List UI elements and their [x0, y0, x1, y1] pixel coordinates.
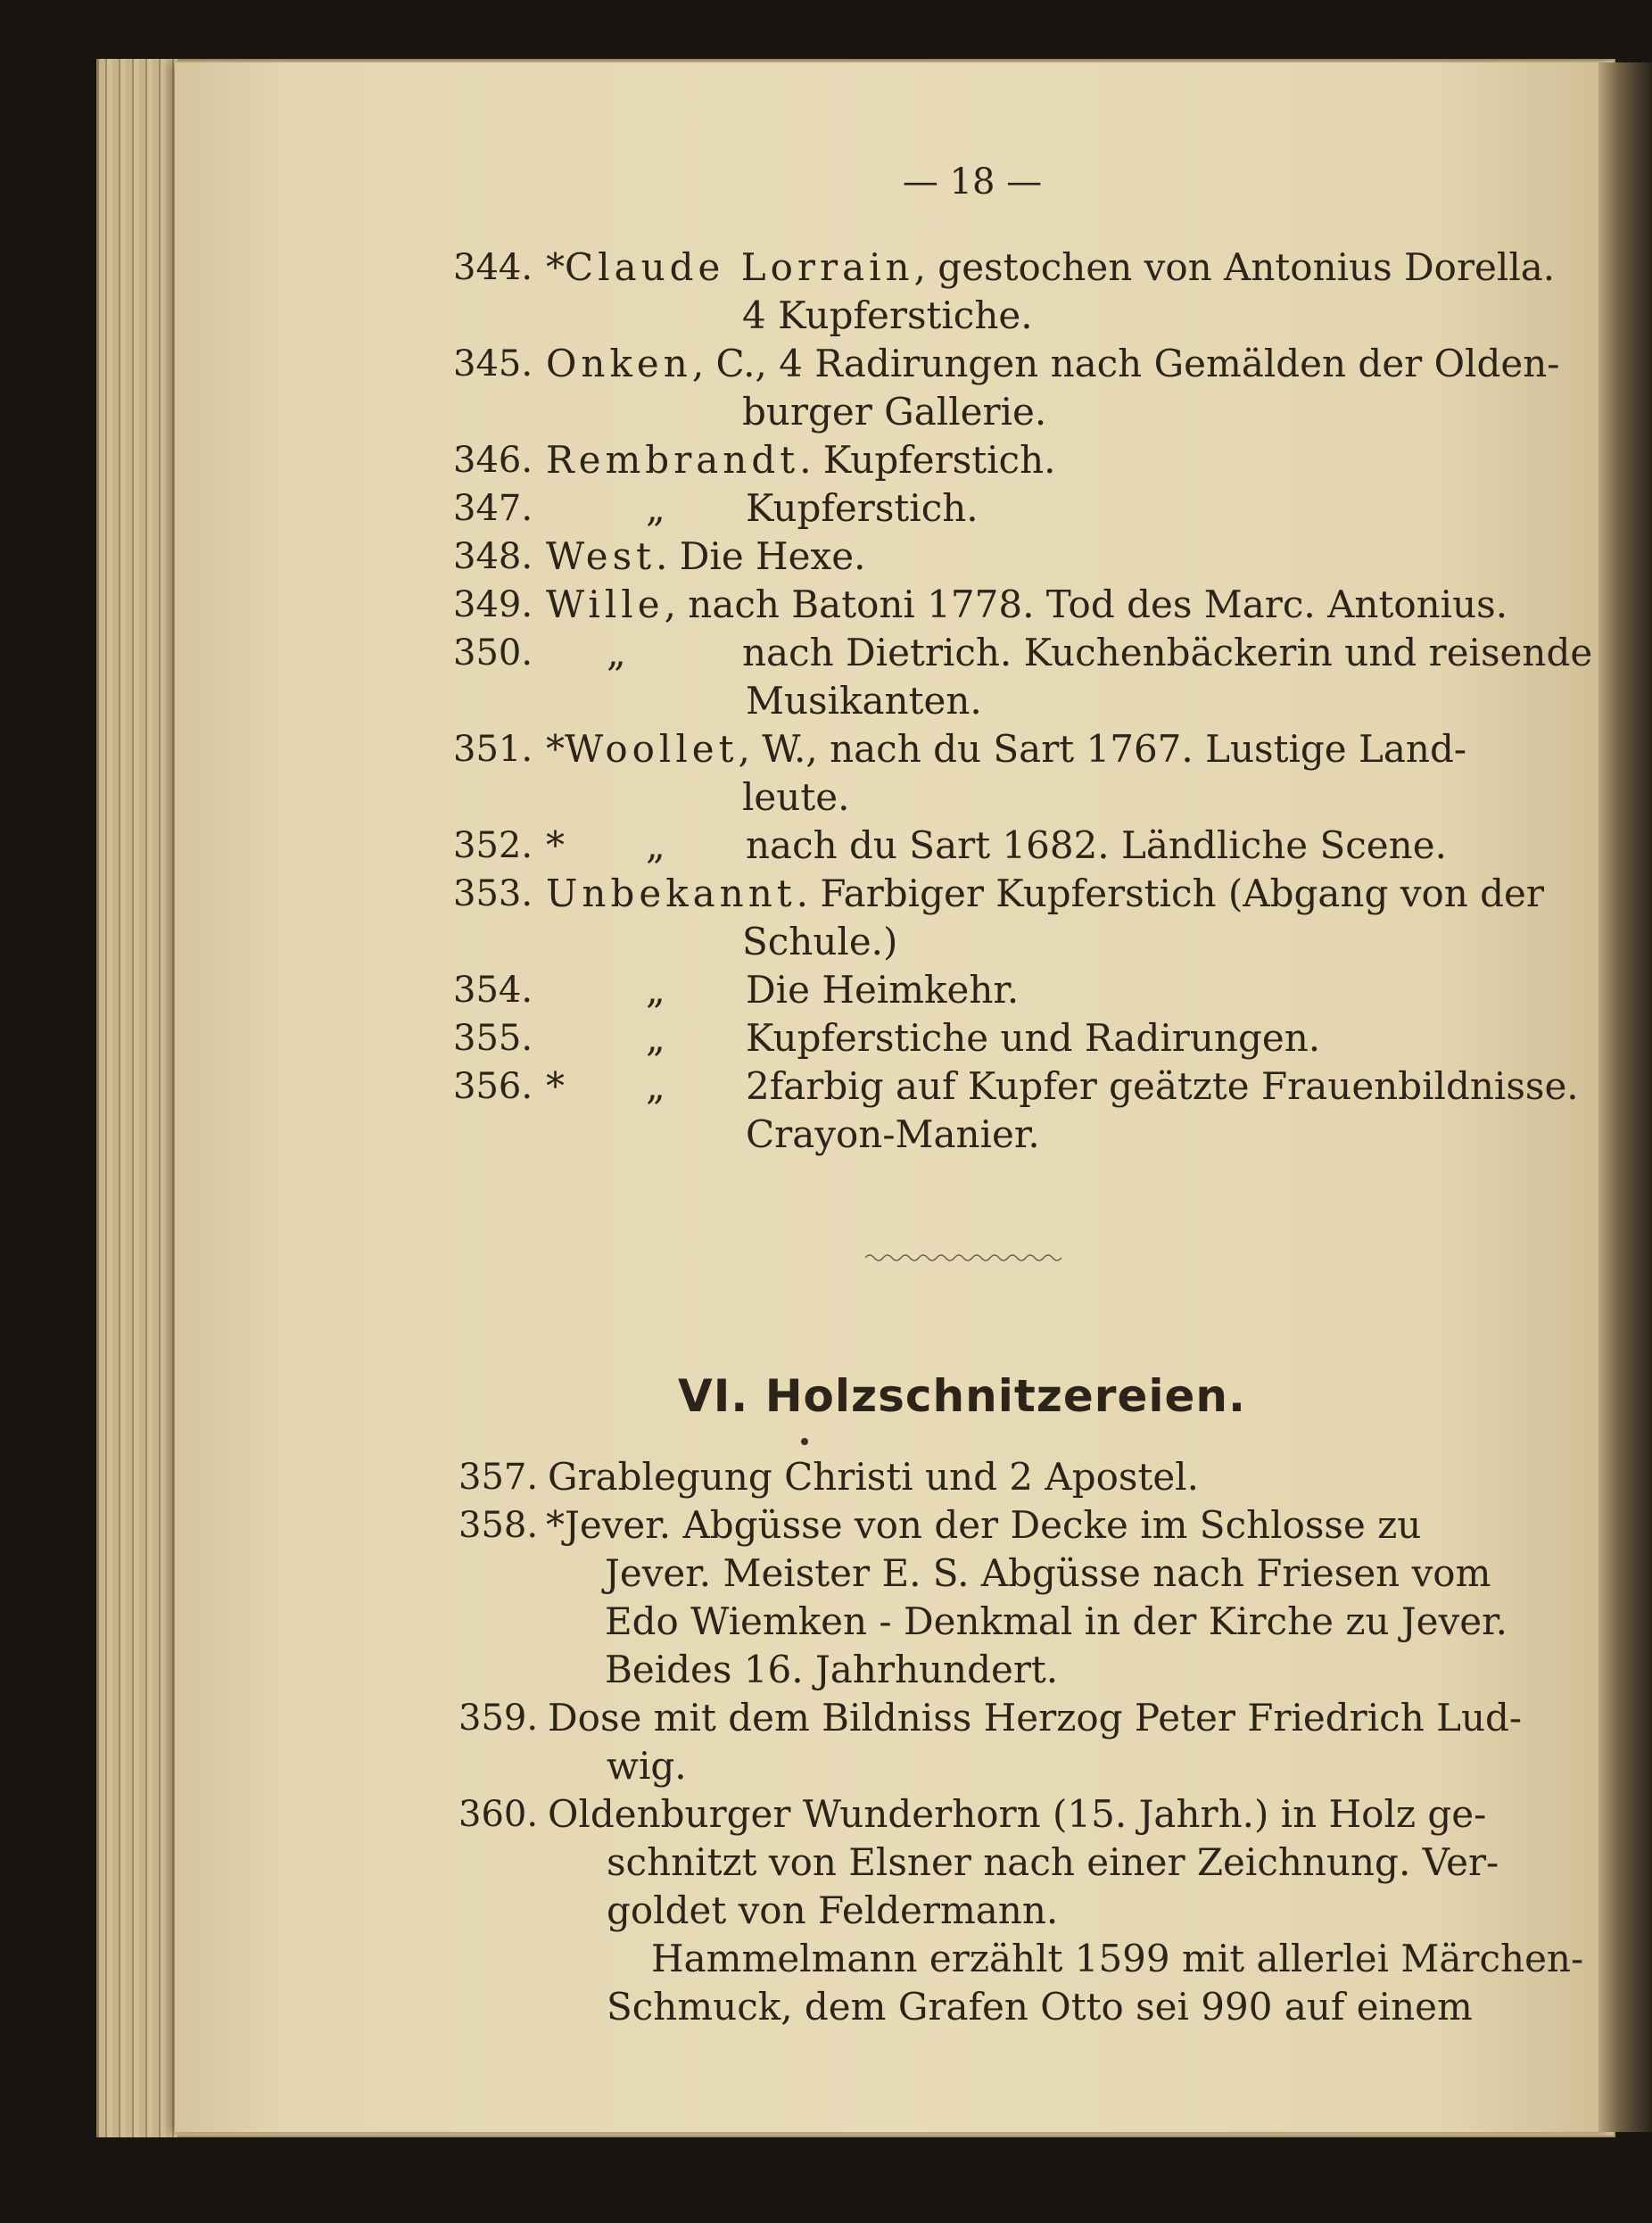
- entry-line: Dose mit dem Bildniss Herzog Peter Friedrich Lud-: [548, 1696, 1523, 1740]
- entry-line: [546, 245, 1556, 289]
- ditto-mark: „: [607, 631, 626, 674]
- entry-line: Jever. Meister E. S. Abgüsse nach Friesen vom: [605, 1551, 1491, 1595]
- entry-number: 360.: [458, 1794, 539, 1835]
- entry-number: 350.: [453, 632, 533, 674]
- entry-number: 352.: [453, 825, 533, 866]
- entry-line: wig.: [607, 1744, 687, 1788]
- entry-line: Crayon-Manier.: [746, 1112, 1040, 1156]
- entry-name: Rembrandt: [546, 438, 800, 482]
- entry-number: 348.: [453, 536, 533, 577]
- entry-star: *: [546, 727, 565, 771]
- entry-number: 354.: [453, 970, 533, 1011]
- entry-number: 346.: [453, 440, 533, 481]
- entry-text: . Die Hexe.: [656, 534, 866, 578]
- ditto-mark: „: [646, 486, 665, 530]
- wavy-divider: [865, 1249, 1061, 1267]
- entry-number: 353.: [453, 873, 533, 914]
- entry-name: Woollet: [565, 727, 739, 771]
- entry-line: [546, 535, 865, 578]
- entry-line: Edo Wiemken - Denkmal in der Kirche zu Jever.: [605, 1599, 1507, 1643]
- page-number: — 18 —: [902, 161, 1043, 202]
- entry-line: 2farbig auf Kupfer geätzte Frauenbildnisse.: [746, 1064, 1579, 1108]
- entry-text: , W., nach du Sart 1767. Lustige Land-: [738, 727, 1467, 771]
- entry-line: *Jever. Abgüsse von der Decke im Schlosse zu: [546, 1503, 1422, 1547]
- entry-line: Grablegung Christi und 2 Apostel.: [548, 1455, 1199, 1499]
- entry-number: 357.: [458, 1457, 539, 1498]
- entry-line: [546, 728, 1466, 771]
- entry-line: [546, 872, 1544, 915]
- entry-line: [546, 343, 1559, 385]
- entry-number: 345.: [453, 343, 533, 384]
- entry-number: 347.: [453, 488, 533, 529]
- entry-name: Wille: [546, 583, 665, 626]
- entry-line: Musikanten.: [746, 679, 982, 723]
- ditto-mark: „: [646, 823, 665, 867]
- entry-line: Kupferstiche und Radirungen.: [746, 1016, 1321, 1060]
- entry-star: *: [546, 823, 565, 867]
- ditto-mark: „: [646, 1016, 665, 1060]
- ink-dot: [801, 1438, 808, 1445]
- entry-name: Onken: [546, 342, 692, 385]
- entry-number: 344.: [453, 247, 533, 288]
- entry-line: Beides 16. Jahrhundert.: [605, 1648, 1059, 1691]
- entry-text: . Farbiger Kupferstich (Abgang von der: [796, 872, 1544, 915]
- entry-text: , C., 4 Radirungen nach Gemälden der Olden-: [691, 342, 1560, 385]
- entry-line: Schmuck, dem Grafen Otto sei 990 auf einem: [607, 1985, 1473, 2029]
- entry-line: [546, 439, 1055, 482]
- entry-number: 359.: [458, 1698, 539, 1739]
- entry-line: burger Gallerie.: [742, 390, 1047, 434]
- entry-line: Kupferstich.: [746, 486, 979, 530]
- entry-line: Oldenburger Wunderhorn (15. Jahrh.) in Holz ge-: [548, 1792, 1487, 1836]
- entry-name: West: [546, 534, 657, 578]
- entry-line: schnitzt von Elsner nach einer Zeichnung. Ver-: [607, 1840, 1499, 1884]
- entry-number: 358.: [458, 1505, 539, 1546]
- ditto-mark: „: [646, 968, 665, 1012]
- entry-number: 349.: [453, 584, 533, 625]
- entry-number: 355.: [453, 1018, 533, 1059]
- entry-line: 4 Kupferstiche.: [742, 293, 1033, 337]
- entry-line: Hammelmann erzählt 1599 mit allerlei Märchen-: [651, 1937, 1584, 1980]
- entry-star: *: [546, 245, 565, 289]
- entry-text: , nach Batoni 1778. Tod des Marc. Antonius.: [664, 583, 1508, 626]
- entry-line: Die Heimkehr.: [746, 968, 1020, 1012]
- entry-line: leute.: [742, 775, 850, 819]
- entry-text: . Kupferstich.: [799, 438, 1056, 482]
- entry-number: 356.: [453, 1066, 533, 1107]
- entry-line: goldet von Feldermann.: [607, 1888, 1059, 1932]
- entry-line: nach du Sart 1682. Ländliche Scene.: [746, 823, 1447, 867]
- entry-line: [546, 583, 1507, 626]
- entry-number: 351.: [453, 729, 533, 770]
- entry-line: nach Dietrich. Kuchenbäckerin und reisende: [742, 631, 1593, 674]
- entry-name: Unbekannt: [546, 872, 797, 915]
- entry-line: Schule.): [742, 920, 898, 963]
- section-heading: VI. Holzschnitzereien.: [678, 1370, 1246, 1422]
- entry-text: , gestochen von Antonius Dorella.: [913, 245, 1556, 289]
- ditto-mark: „: [646, 1064, 665, 1108]
- entry-name: Claude Lorrain: [565, 245, 914, 289]
- entry-star: *: [546, 1064, 565, 1108]
